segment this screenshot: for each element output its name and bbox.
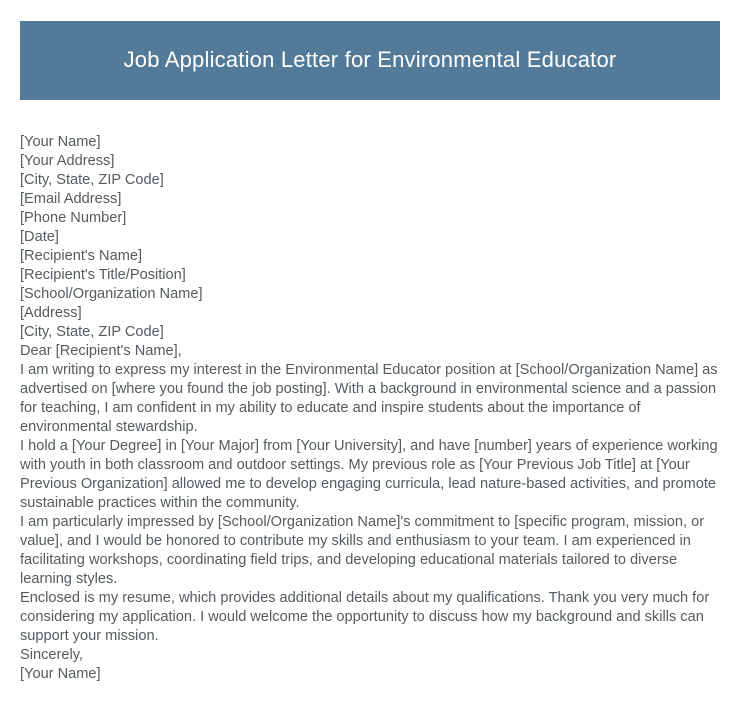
recipient-city-state-zip: [City, State, ZIP Code] <box>20 324 164 340</box>
body-paragraph-2: I hold a [Your Degree] in [Your Major] from [Your University], and have [number] years of experience working with youth in both classroom and outdoor settings. My previous role as [Your Previous Job Title] at [Your Previous Organization] allowed me to develop engaging curricula, lead nature-based activities, and promote sustainable practices within the community. <box>20 438 718 511</box>
body-paragraph-4: Enclosed is my resume, which provides additional details about my qualifications. Thank you very much for considering my application. I would welcome the opportunity to discuss how my background and skills can support your mission. <box>20 590 710 644</box>
sender-address: [Your Address] <box>20 153 115 169</box>
document-header-banner <box>20 21 720 100</box>
sender-address-block <box>20 133 720 247</box>
body-paragraph-3: I am particularly impressed by [School/Organization Name]'s commitment to [specific program, mission, or value], and I would be honored to contribute my skills and enthusiasm to your team. I am experienced in facilitating workshops, coordinating field trips, and developing educational materials tailored to diverse learning styles. <box>20 514 705 587</box>
sender-name: [Your Name] <box>20 134 101 150</box>
letter-content <box>20 133 720 684</box>
recipient-address: [Address] <box>20 305 82 321</box>
recipient-address-block <box>20 247 720 342</box>
recipient-organization: [School/Organization Name] <box>20 286 203 302</box>
closing: Sincerely, <box>20 647 83 663</box>
sender-city-state-zip: [City, State, ZIP Code] <box>20 172 164 188</box>
letter-date: [Date] <box>20 229 59 245</box>
page-title: Job Application Letter for Environmental Educator <box>123 47 617 73</box>
recipient-name: [Recipient's Name] <box>20 248 143 264</box>
sender-phone: [Phone Number] <box>20 210 127 226</box>
signature-name: [Your Name] <box>20 666 101 682</box>
sender-email: [Email Address] <box>20 191 122 207</box>
body-paragraph-1: I am writing to express my interest in the Environmental Educator position at [School/Organization Name] as advertised on [where you found the job posting]. With a background in environmental science and a passion for teaching, I am confident in my ability to educate and inspire students about the importance of environmental stewardship. <box>20 362 718 435</box>
salutation: Dear [Recipient's Name], <box>20 343 182 359</box>
recipient-title: [Recipient's Title/Position] <box>20 267 186 283</box>
